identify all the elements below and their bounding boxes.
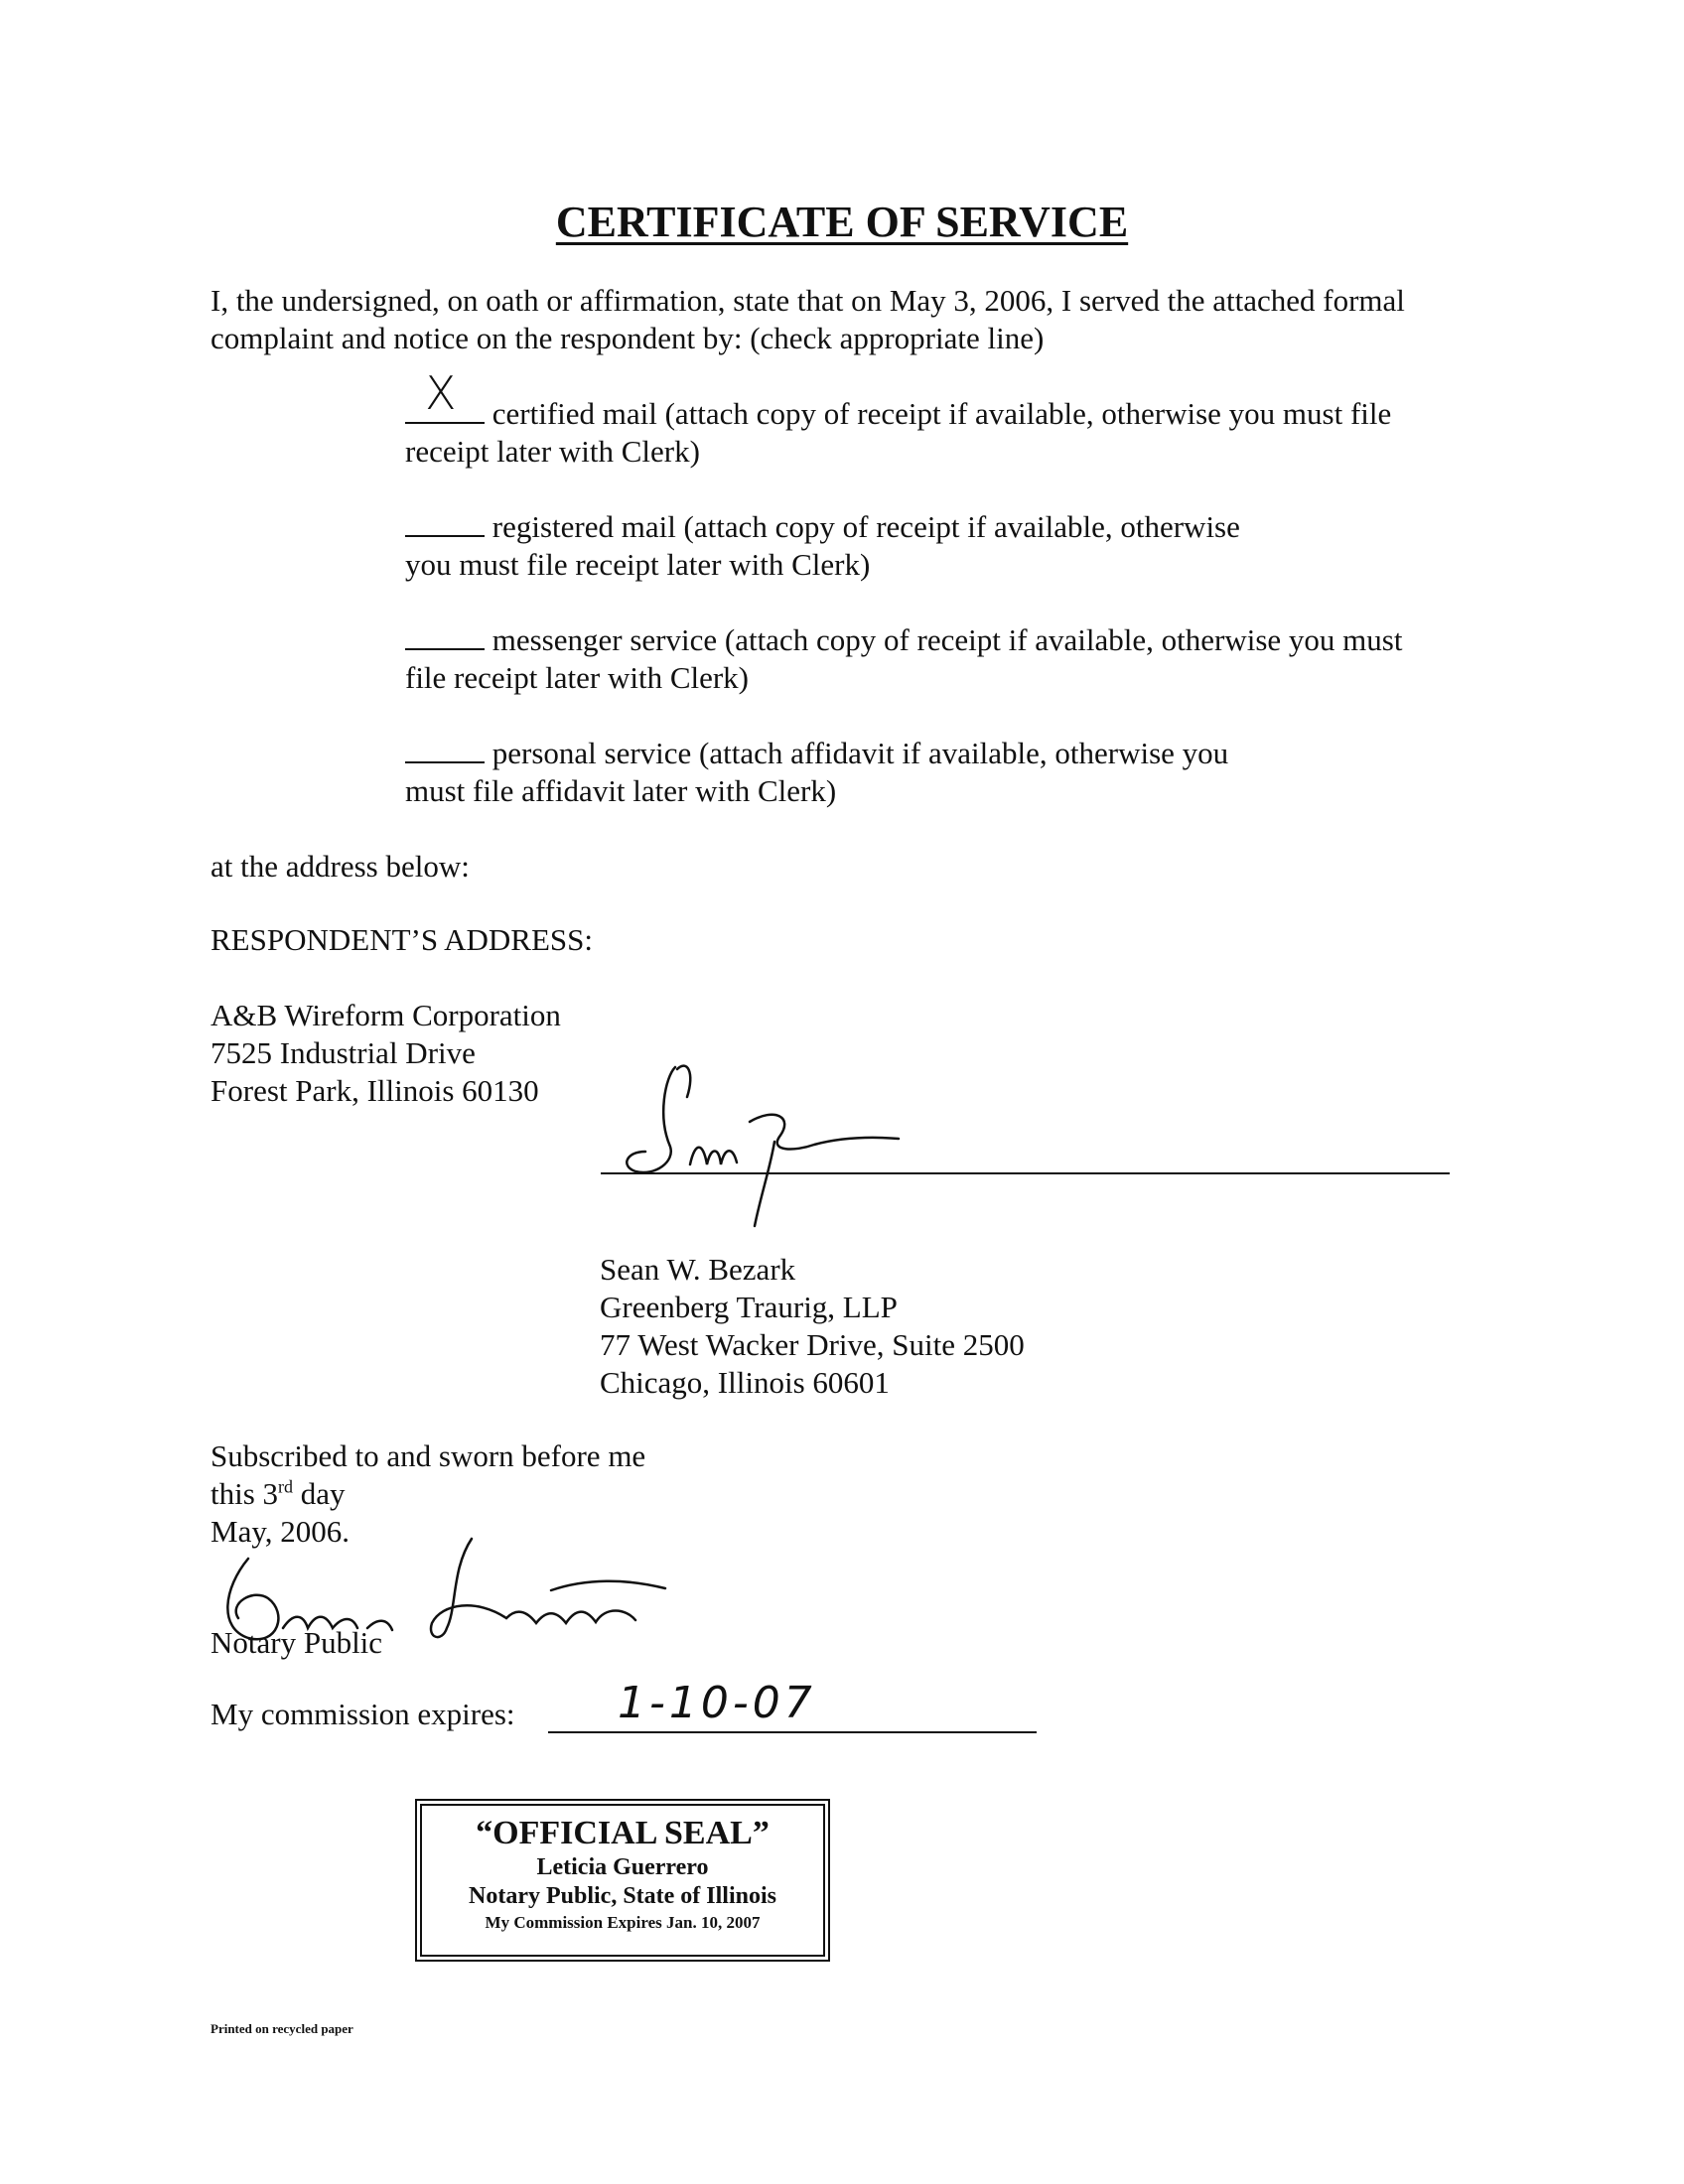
option-certified-mail-line2: receipt later with Clerk)	[405, 434, 700, 469]
respondent-street: 7525 Industrial Drive	[210, 1035, 476, 1070]
notary-title: Notary Public	[210, 1625, 383, 1660]
signer-firm: Greenberg Traurig, LLP	[600, 1290, 898, 1324]
option-personal-service-line2: must file affidavit later with Clerk)	[405, 773, 837, 808]
checkbox-line[interactable]	[405, 622, 485, 650]
signature-line	[601, 1172, 1450, 1174]
option-text: certified mail (attach copy of receipt if available, otherwise you must file	[491, 396, 1392, 431]
option-text: personal service (attach affidavit if available, otherwise you	[491, 736, 1229, 770]
option-messenger-service	[405, 621, 1402, 659]
option-text: registered mail (attach copy of receipt if available, otherwise	[491, 509, 1240, 544]
option-registered-mail-line2: you must file receipt later with Clerk)	[405, 547, 871, 582]
option-messenger-service-line2: file receipt later with Clerk)	[405, 660, 750, 695]
page-title: CERTIFICATE OF SERVICE	[555, 198, 1129, 246]
respondent-name: A&B Wireform Corporation	[210, 998, 561, 1032]
notary-date: May, 2006.	[210, 1514, 351, 1549]
option-text: messenger service (attach copy of receipt if available, otherwise you must	[491, 622, 1403, 657]
option-personal-service	[405, 735, 1228, 772]
commission-line	[548, 1731, 1037, 1733]
address-intro: at the address below:	[210, 849, 470, 884]
signer-street: 77 West Wacker Drive, Suite 2500	[600, 1327, 1025, 1362]
intro-line-2: complaint and notice on the respondent by: (check appropriate line)	[210, 321, 1045, 355]
respondent-city: Forest Park, Illinois 60130	[210, 1073, 539, 1108]
respondent-heading: RESPONDENT’S ADDRESS:	[210, 922, 593, 957]
commission-label: My commission expires:	[210, 1697, 515, 1731]
checkbox-line[interactable]	[405, 509, 485, 537]
official-seal	[415, 1799, 830, 1962]
checkbox-line[interactable]	[405, 366, 485, 424]
check-mark: X	[425, 366, 457, 420]
footer-note: Printed on recycled paper	[210, 2021, 353, 2036]
seal-heading: “OFFICIAL SEAL”	[476, 1815, 770, 1851]
commission-date: 1-10-07	[618, 1678, 816, 1728]
notary-line-1: Subscribed to and sworn before me	[210, 1438, 646, 1473]
signer-signature	[596, 1047, 933, 1246]
option-registered-mail	[405, 508, 1240, 546]
notary-line-2: this 3rd day	[210, 1476, 346, 1511]
signer-city: Chicago, Illinois 60601	[600, 1365, 890, 1400]
checkbox-line[interactable]	[405, 736, 485, 763]
signer-name: Sean W. Bezark	[600, 1252, 796, 1287]
seal-title: Notary Public, State of Illinois	[469, 1883, 776, 1909]
intro-line-1: I, the undersigned, on oath or affirmation, state that on May 3, 2006, I served the attached formal	[210, 283, 1405, 318]
seal-expires: My Commission Expires Jan. 10, 2007	[485, 1913, 761, 1932]
option-certified-mail	[405, 366, 1392, 433]
seal-name: Leticia Guerrero	[536, 1854, 709, 1880]
